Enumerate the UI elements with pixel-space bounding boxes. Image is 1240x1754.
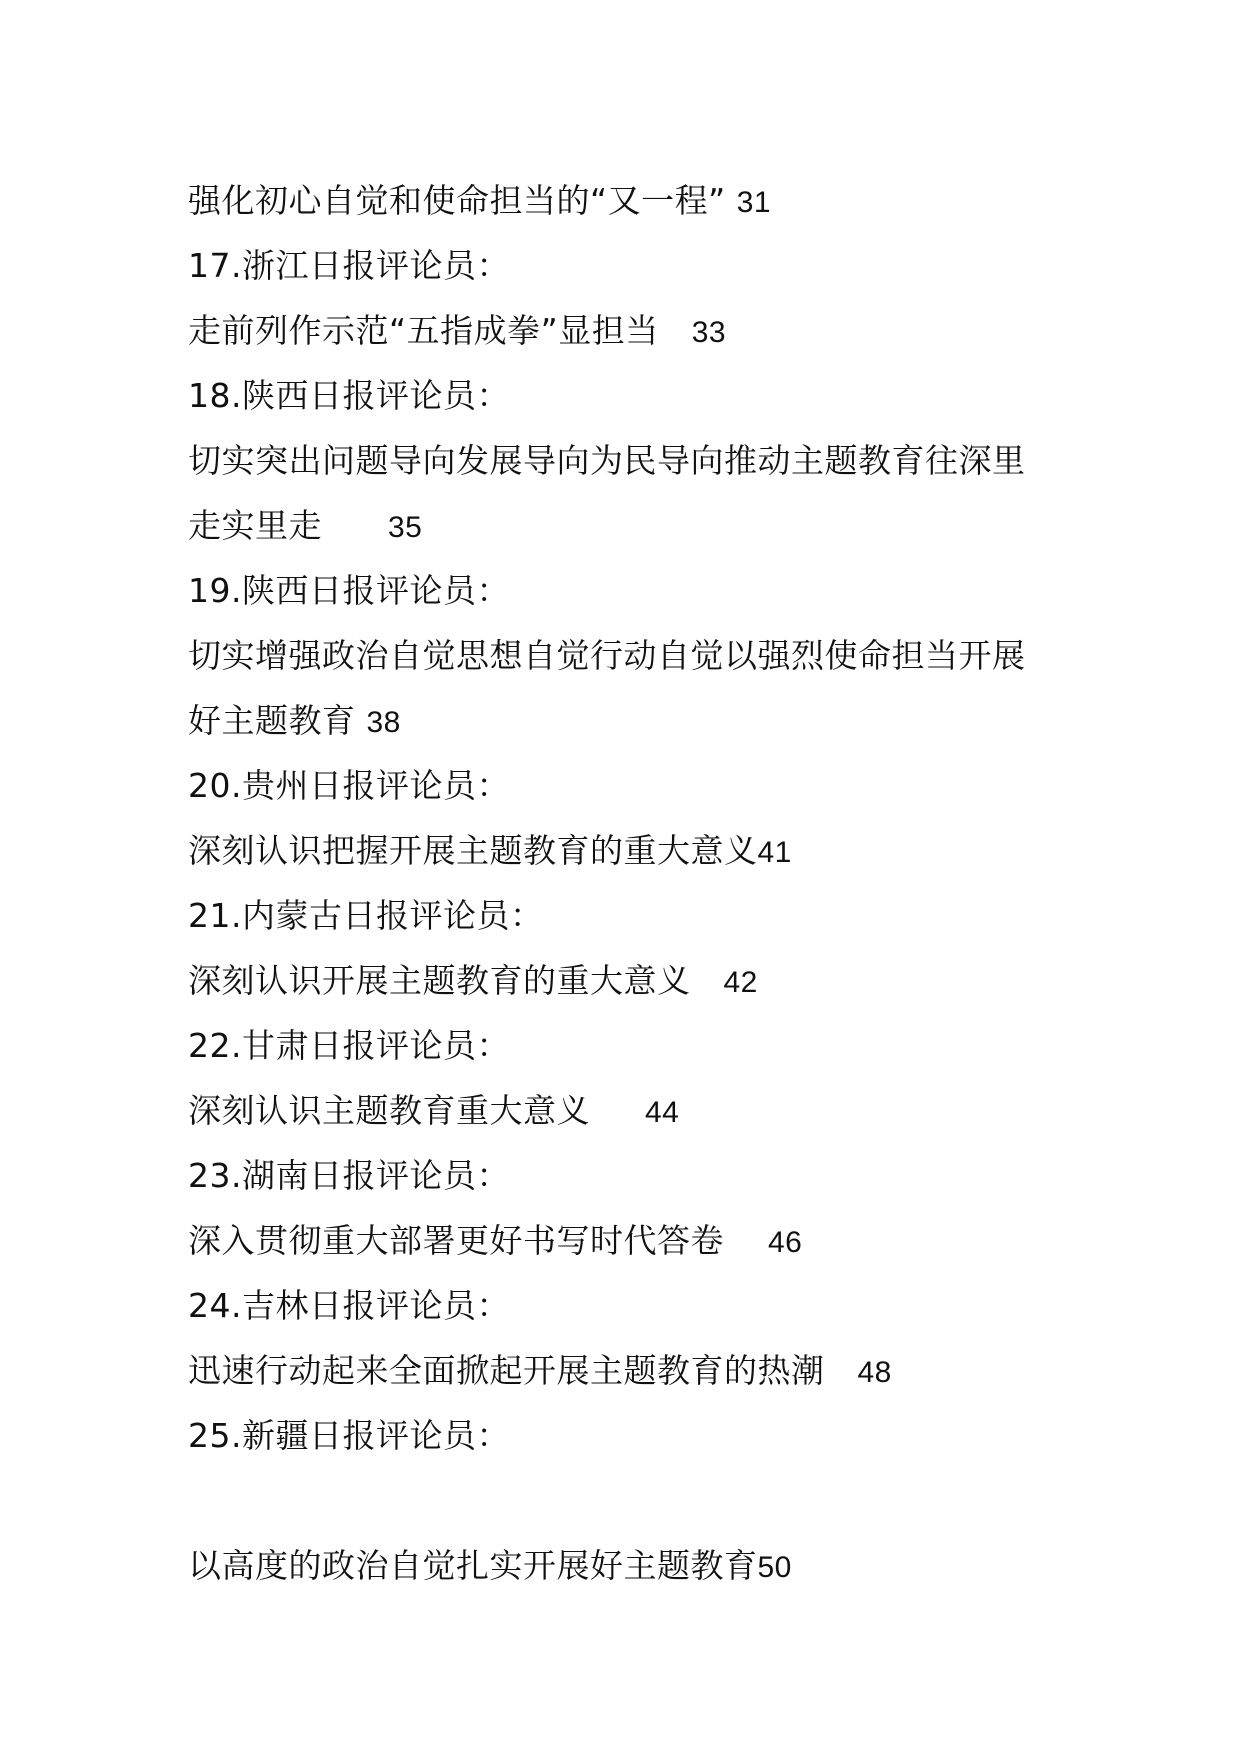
toc-entry-source[interactable]: 17.浙江日报评论员： — [188, 246, 510, 285]
entry-title-text: 强化初心自觉和使命担当的“又一程” — [188, 181, 726, 220]
toc-entry-source[interactable]: 22.甘肃日报评论员： — [188, 1026, 510, 1065]
page-number: 33 — [691, 316, 727, 349]
toc-entry-source[interactable]: 24.吉林日报评论员： — [188, 1286, 510, 1325]
entry-title-text: 深刻认识把握开展主题教育的重大意义 — [188, 831, 758, 870]
toc-entry-title[interactable] — [188, 1338, 1088, 1403]
page-number: 31 — [736, 186, 772, 219]
entry-title-text: 以高度的政治自觉扎实开展好主题教育 — [188, 1546, 758, 1585]
toc-entry-title[interactable]: 切实突出问题导向发展导向为民导向推动主题教育往深里 — [188, 441, 1026, 480]
entry-title-text: 深入贯彻重大部署更好书写时代答卷 — [188, 1221, 724, 1260]
toc-entry-source[interactable]: 20.贵州日报评论员： — [188, 766, 510, 805]
page-number: 41 — [757, 836, 792, 869]
table-of-contents — [188, 168, 1088, 1598]
entry-title-text: 走前列作示范“五指成拳”显担当 — [188, 311, 659, 350]
toc-entry-title[interactable]: 切实增强政治自觉思想自觉行动自觉以强烈使命担当开展 — [188, 636, 1026, 675]
toc-entry-source[interactable]: 19.陕西日报评论员： — [188, 571, 510, 610]
page-number: 35 — [387, 511, 423, 544]
page-number: 50 — [757, 1551, 792, 1584]
page-number: 38 — [366, 706, 401, 739]
toc-entry-source[interactable]: 25.新疆日报评论员： — [188, 1416, 510, 1455]
toc-entry-source[interactable]: 21.内蒙古日报评论员： — [188, 896, 544, 935]
page-number: 48 — [857, 1356, 892, 1389]
page-number: 46 — [767, 1226, 803, 1259]
toc-entry-title[interactable] — [188, 1208, 1088, 1273]
toc-entry-title-continued[interactable] — [188, 688, 1088, 753]
page-number: 44 — [644, 1096, 680, 1129]
toc-entry-title[interactable] — [188, 1078, 1088, 1143]
toc-entry-title[interactable] — [188, 818, 1088, 883]
entry-title-text: 走实里走 — [188, 506, 322, 545]
toc-entry-title-continued[interactable] — [188, 493, 1088, 558]
toc-entry-source[interactable]: 18.陕西日报评论员： — [188, 376, 510, 415]
toc-entry-source[interactable]: 23.湖南日报评论员： — [188, 1156, 510, 1195]
entry-title-text: 迅速行动起来全面掀起开展主题教育的热潮 — [188, 1351, 825, 1390]
toc-entry-title[interactable] — [188, 298, 1088, 363]
entry-title-text: 深刻认识主题教育重大意义 — [188, 1091, 590, 1130]
entry-title-text: 好主题教育 — [188, 701, 356, 740]
entry-title-text: 深刻认识开展主题教育的重大意义 — [188, 961, 691, 1000]
toc-entry-title[interactable] — [188, 1533, 1088, 1598]
blank-line — [188, 1468, 1088, 1533]
toc-entry-title[interactable] — [188, 168, 1088, 233]
page-number: 42 — [723, 966, 758, 999]
toc-entry-title[interactable] — [188, 948, 1088, 1013]
